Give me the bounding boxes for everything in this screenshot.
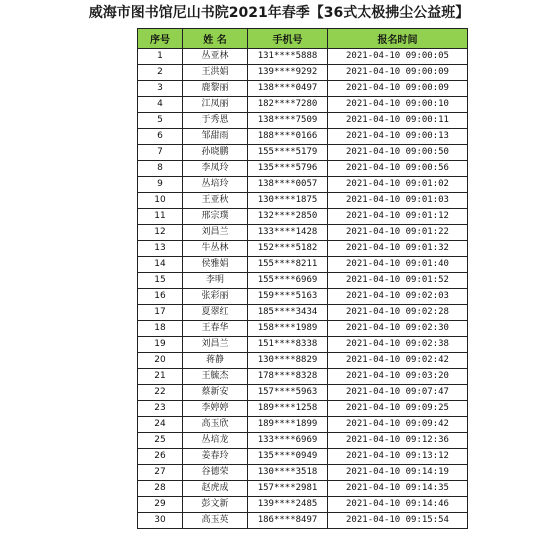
cell-time: 2021-04-10 09:00:11	[328, 113, 468, 129]
table-row	[138, 177, 468, 193]
cell-phone: 155****8211	[248, 257, 328, 273]
table-row	[138, 209, 468, 225]
cell-time: 2021-04-10 09:00:56	[328, 161, 468, 177]
cell-phone: 189****1899	[248, 417, 328, 433]
cell-name: 丛培玲	[183, 177, 248, 193]
cell-index: 4	[138, 97, 183, 113]
header-time: 报名时间	[328, 29, 468, 49]
cell-time: 2021-04-10 09:00:09	[328, 81, 468, 97]
cell-name: 孙晓鹏	[183, 145, 248, 161]
cell-name: 李婷婷	[183, 401, 248, 417]
cell-phone: 157****2981	[248, 481, 328, 497]
table-row	[138, 161, 468, 177]
cell-phone: 130****8829	[248, 353, 328, 369]
cell-index: 14	[138, 257, 183, 273]
cell-time: 2021-04-10 09:01:22	[328, 225, 468, 241]
cell-index: 27	[138, 465, 183, 481]
cell-time: 2021-04-10 09:07:47	[328, 385, 468, 401]
cell-name: 高玉英	[183, 513, 248, 529]
table-row	[138, 241, 468, 257]
cell-time: 2021-04-10 09:01:40	[328, 257, 468, 273]
cell-index: 26	[138, 449, 183, 465]
cell-index: 16	[138, 289, 183, 305]
table-row	[138, 337, 468, 353]
cell-name: 刘昌兰	[183, 337, 248, 353]
cell-name: 王洪娟	[183, 65, 248, 81]
cell-phone: 189****1258	[248, 401, 328, 417]
cell-index: 3	[138, 81, 183, 97]
table-row	[138, 385, 468, 401]
cell-name: 江凤丽	[183, 97, 248, 113]
cell-time: 2021-04-10 09:02:30	[328, 321, 468, 337]
cell-index: 19	[138, 337, 183, 353]
table-row	[138, 433, 468, 449]
cell-name: 蔡新安	[183, 385, 248, 401]
cell-time: 2021-04-10 09:09:42	[328, 417, 468, 433]
table-row	[138, 289, 468, 305]
header-phone: 手机号	[248, 29, 328, 49]
cell-time: 2021-04-10 09:01:32	[328, 241, 468, 257]
cell-phone: 132****2850	[248, 209, 328, 225]
cell-phone: 135****5796	[248, 161, 328, 177]
table-row	[138, 305, 468, 321]
cell-index: 15	[138, 273, 183, 289]
cell-name: 彭文新	[183, 497, 248, 513]
cell-index: 6	[138, 129, 183, 145]
cell-phone: 139****2485	[248, 497, 328, 513]
cell-phone: 131****5888	[248, 49, 328, 65]
table-row	[138, 113, 468, 129]
cell-index: 28	[138, 481, 183, 497]
cell-phone: 133****1428	[248, 225, 328, 241]
cell-name: 姜春玲	[183, 449, 248, 465]
cell-time: 2021-04-10 09:14:35	[328, 481, 468, 497]
cell-phone: 130****3518	[248, 465, 328, 481]
table-row	[138, 49, 468, 65]
cell-index: 8	[138, 161, 183, 177]
cell-time: 2021-04-10 09:12:36	[328, 433, 468, 449]
cell-name: 李明	[183, 273, 248, 289]
cell-time: 2021-04-10 09:01:03	[328, 193, 468, 209]
table-row	[138, 369, 468, 385]
cell-phone: 151****8338	[248, 337, 328, 353]
table-row	[138, 193, 468, 209]
cell-index: 22	[138, 385, 183, 401]
cell-time: 2021-04-10 09:02:28	[328, 305, 468, 321]
table-row	[138, 129, 468, 145]
cell-phone: 138****7509	[248, 113, 328, 129]
cell-index: 7	[138, 145, 183, 161]
cell-phone: 135****0949	[248, 449, 328, 465]
cell-index: 1	[138, 49, 183, 65]
cell-time: 2021-04-10 09:14:19	[328, 465, 468, 481]
cell-name: 牛丛林	[183, 241, 248, 257]
header-name: 姓 名	[183, 29, 248, 49]
cell-time: 2021-04-10 09:00:09	[328, 65, 468, 81]
cell-time: 2021-04-10 09:00:10	[328, 97, 468, 113]
cell-time: 2021-04-10 09:02:38	[328, 337, 468, 353]
cell-index: 30	[138, 513, 183, 529]
cell-phone: 158****1989	[248, 321, 328, 337]
cell-time: 2021-04-10 09:02:42	[328, 353, 468, 369]
cell-time: 2021-04-10 09:13:12	[328, 449, 468, 465]
cell-name: 王毓杰	[183, 369, 248, 385]
cell-name: 张彩丽	[183, 289, 248, 305]
table-row	[138, 481, 468, 497]
cell-index: 11	[138, 209, 183, 225]
cell-time: 2021-04-10 09:09:25	[328, 401, 468, 417]
cell-phone: 157****5963	[248, 385, 328, 401]
cell-name: 李凤玲	[183, 161, 248, 177]
cell-name: 蒋静	[183, 353, 248, 369]
table-row	[138, 65, 468, 81]
cell-phone: 139****9292	[248, 65, 328, 81]
cell-index: 12	[138, 225, 183, 241]
table-header-row	[138, 29, 468, 49]
table-row	[138, 97, 468, 113]
table-row	[138, 321, 468, 337]
table-row	[138, 465, 468, 481]
cell-phone: 138****0057	[248, 177, 328, 193]
table-row	[138, 81, 468, 97]
table-row	[138, 497, 468, 513]
cell-phone: 186****8497	[248, 513, 328, 529]
table-row	[138, 401, 468, 417]
registration-table	[137, 28, 468, 529]
table-row	[138, 257, 468, 273]
cell-phone: 182****7280	[248, 97, 328, 113]
cell-phone: 178****8328	[248, 369, 328, 385]
cell-time: 2021-04-10 09:15:54	[328, 513, 468, 529]
cell-name: 侯雅娟	[183, 257, 248, 273]
cell-index: 10	[138, 193, 183, 209]
table-row	[138, 273, 468, 289]
page-title: 威海市图书馆尼山书院2021年春季【36式太极拂尘公益班】	[88, 5, 470, 21]
cell-index: 25	[138, 433, 183, 449]
cell-name: 夏翠红	[183, 305, 248, 321]
cell-time: 2021-04-10 09:00:13	[328, 129, 468, 145]
table-row	[138, 513, 468, 529]
cell-phone: 155****6969	[248, 273, 328, 289]
cell-index: 21	[138, 369, 183, 385]
cell-index: 29	[138, 497, 183, 513]
cell-name: 高玉欣	[183, 417, 248, 433]
cell-name: 赵虎成	[183, 481, 248, 497]
cell-time: 2021-04-10 09:00:50	[328, 145, 468, 161]
table-row	[138, 449, 468, 465]
cell-name: 刘昌兰	[183, 225, 248, 241]
cell-phone: 138****0497	[248, 81, 328, 97]
cell-index: 20	[138, 353, 183, 369]
cell-phone: 152****5182	[248, 241, 328, 257]
cell-name: 鹿黎丽	[183, 81, 248, 97]
cell-phone: 159****5163	[248, 289, 328, 305]
cell-index: 13	[138, 241, 183, 257]
cell-name: 邹甜雨	[183, 129, 248, 145]
cell-time: 2021-04-10 09:00:05	[328, 49, 468, 65]
cell-phone: 188****0166	[248, 129, 328, 145]
cell-index: 2	[138, 65, 183, 81]
cell-name: 于秀恩	[183, 113, 248, 129]
cell-name: 邢宗璞	[183, 209, 248, 225]
cell-time: 2021-04-10 09:02:03	[328, 289, 468, 305]
header-index: 序号	[138, 29, 183, 49]
table-row	[138, 145, 468, 161]
cell-index: 18	[138, 321, 183, 337]
cell-index: 23	[138, 401, 183, 417]
cell-index: 24	[138, 417, 183, 433]
cell-time: 2021-04-10 09:01:52	[328, 273, 468, 289]
cell-phone: 130****1875	[248, 193, 328, 209]
table-row	[138, 417, 468, 433]
cell-index: 9	[138, 177, 183, 193]
cell-name: 丛亚林	[183, 49, 248, 65]
table-row	[138, 225, 468, 241]
cell-index: 17	[138, 305, 183, 321]
cell-name: 谷德荣	[183, 465, 248, 481]
cell-name: 丛培龙	[183, 433, 248, 449]
cell-phone: 133****6969	[248, 433, 328, 449]
cell-time: 2021-04-10 09:14:46	[328, 497, 468, 513]
cell-name: 王亚秋	[183, 193, 248, 209]
cell-time: 2021-04-10 09:01:02	[328, 177, 468, 193]
cell-phone: 185****3434	[248, 305, 328, 321]
table-row	[138, 353, 468, 369]
cell-time: 2021-04-10 09:01:12	[328, 209, 468, 225]
cell-index: 5	[138, 113, 183, 129]
cell-name: 王春华	[183, 321, 248, 337]
cell-phone: 155****5179	[248, 145, 328, 161]
cell-time: 2021-04-10 09:03:20	[328, 369, 468, 385]
